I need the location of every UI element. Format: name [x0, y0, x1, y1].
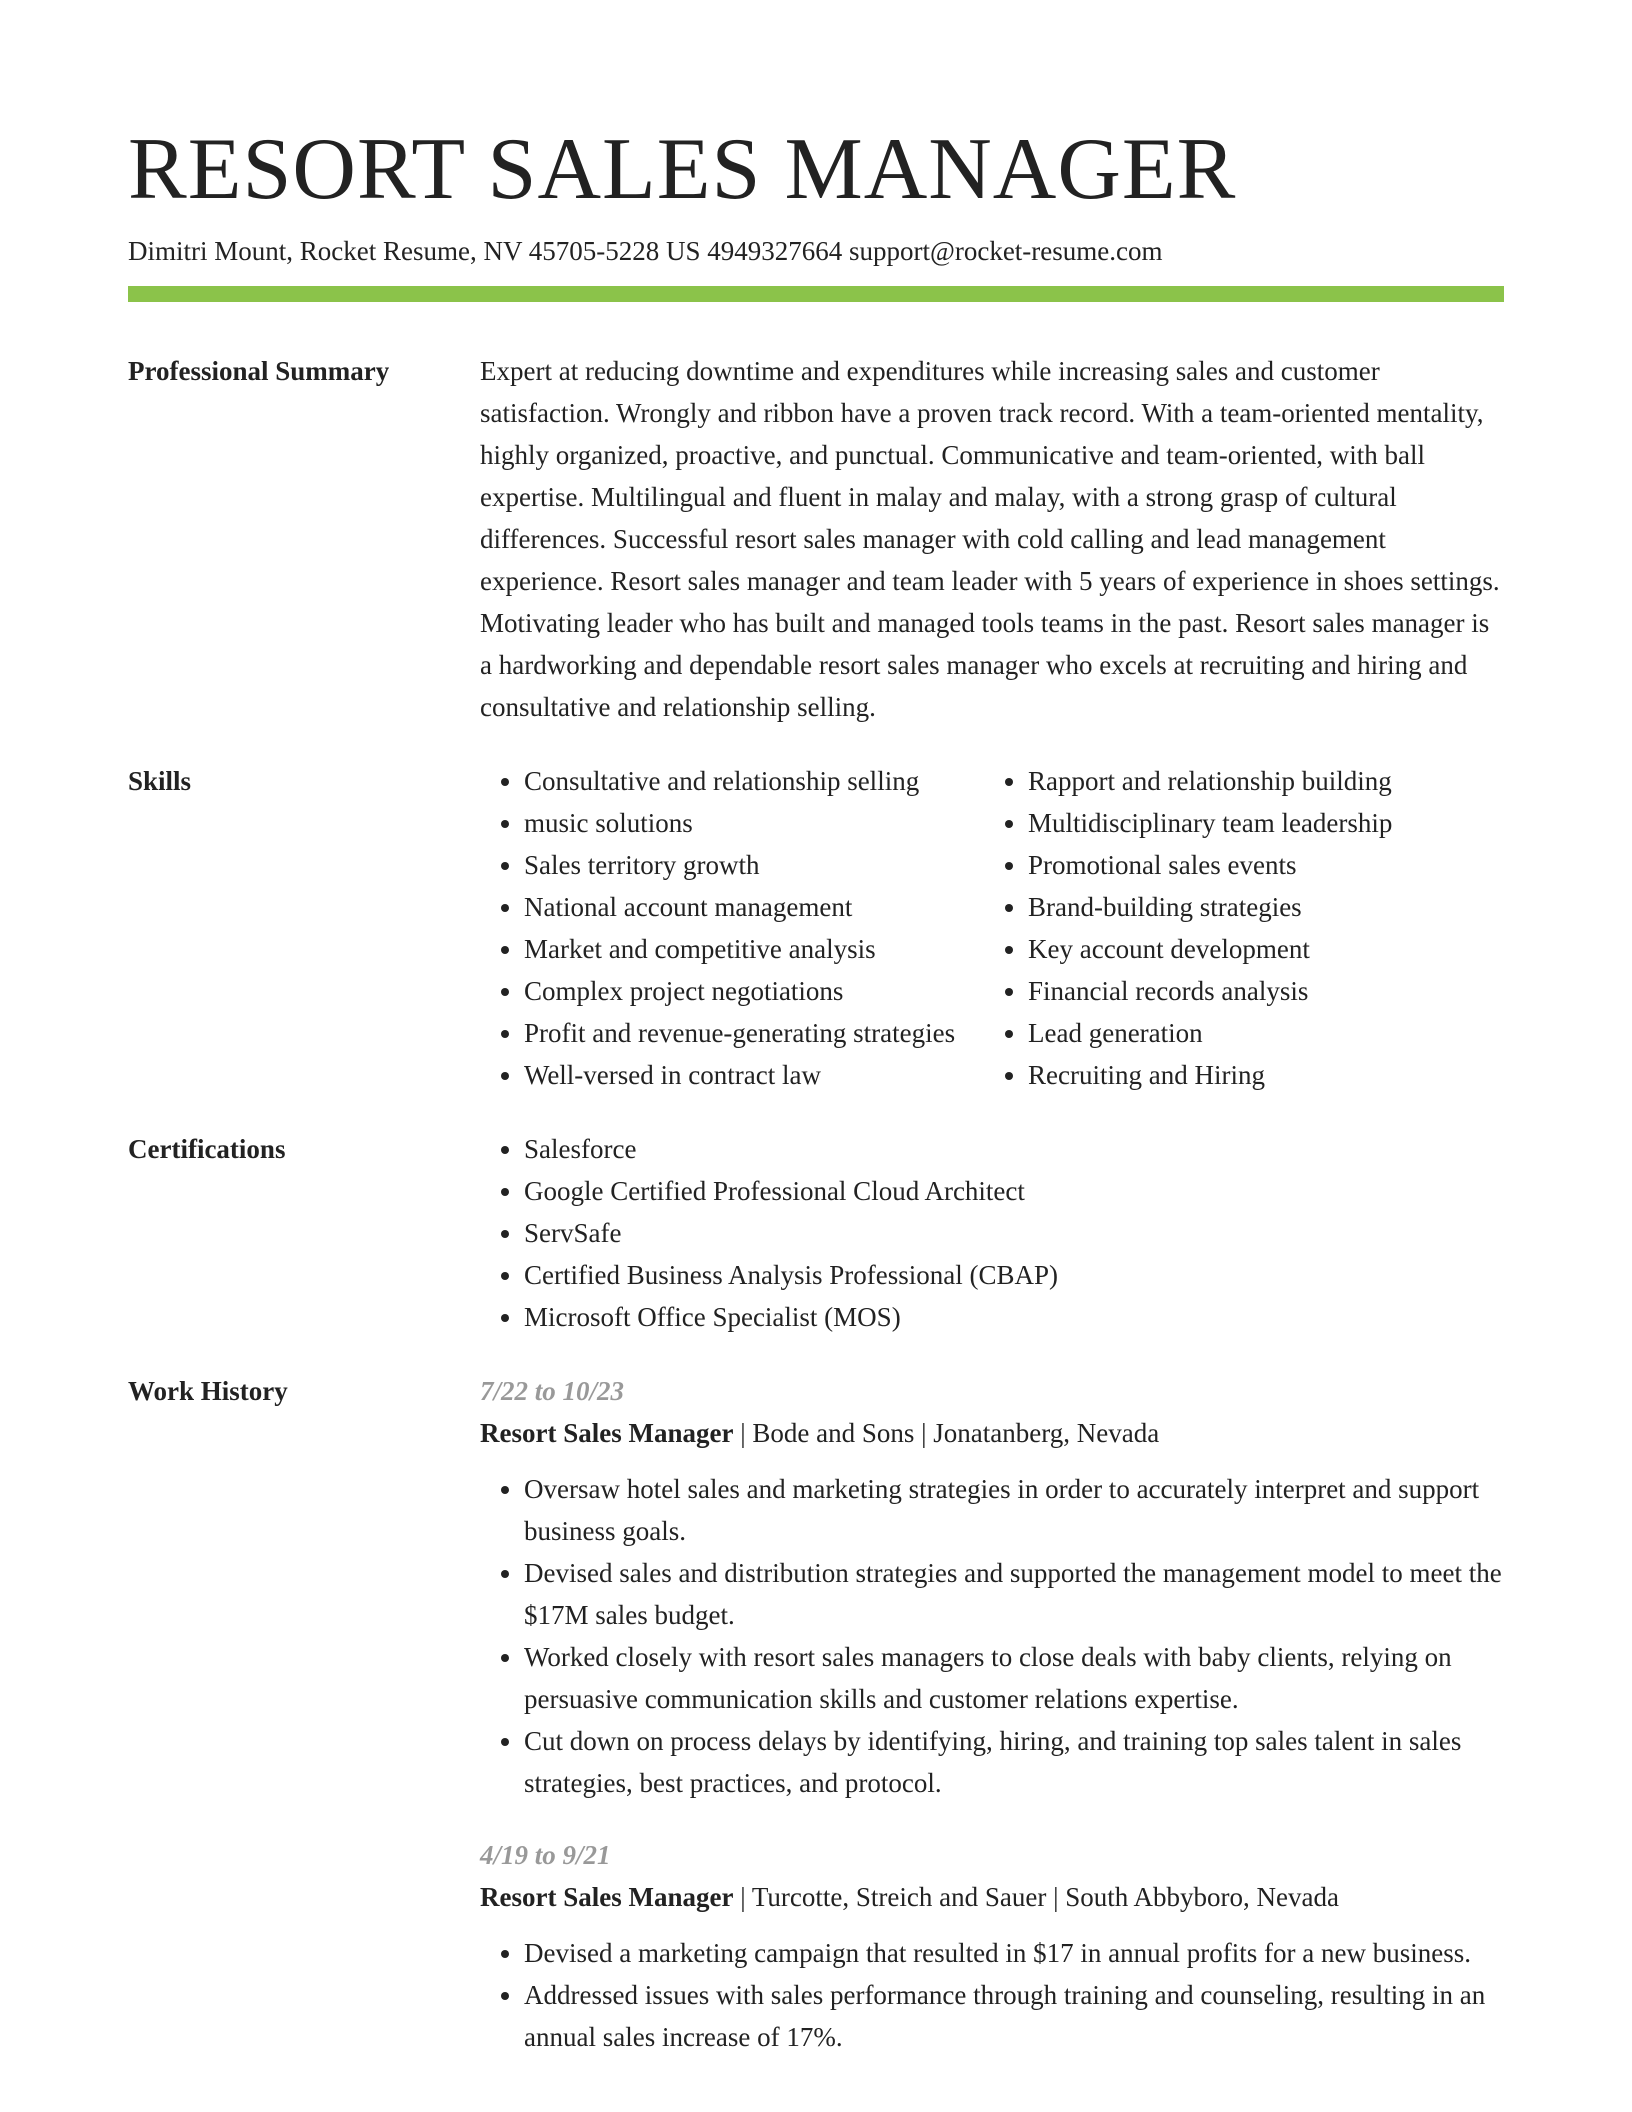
job-dates: 7/22 to 10/23	[480, 1376, 625, 1406]
skill-item: • Market and competitive analysis	[524, 928, 984, 970]
job-bullets	[480, 1932, 1504, 2058]
job-entry	[480, 1370, 1504, 1804]
skill-item: • Multidisciplinary team leadership	[1028, 802, 1528, 844]
skills-grid	[480, 760, 1504, 1096]
work-history-body	[480, 1370, 1504, 2058]
skill-item: • Well-versed in contract law	[524, 1054, 984, 1096]
summary-body	[480, 350, 1504, 728]
certification-item: • ServSafe	[524, 1212, 1504, 1254]
job-bullet: • Oversaw hotel sales and marketing strategies in order to accurately interpret and support business goals.	[524, 1468, 1504, 1552]
job-bullet: • Devised a marketing campaign that resulted in $17 in annual profits for a new business.	[524, 1932, 1504, 1974]
job-bullet: • Addressed issues with sales performance through training and counseling, resulting in an annual sales increase of 17%.	[524, 1974, 1504, 2058]
section-label-work-history: Work History	[128, 1376, 288, 1406]
skill-item: • Recruiting and Hiring	[1028, 1054, 1528, 1096]
job-details: | Turcotte, Streich and Sauer | South Abbyboro, Nevada	[733, 1882, 1339, 1912]
certification-item: • Certified Business Analysis Professional (CBAP)	[524, 1254, 1504, 1296]
skill-item: • Promotional sales events	[1028, 844, 1528, 886]
skills-section	[128, 728, 1504, 1096]
certifications-list	[480, 1128, 1504, 1338]
skill-item: • Brand-building strategies	[1028, 886, 1528, 928]
resume-page	[128, 0, 1504, 2058]
job-bullet: • Worked closely with resort sales managers to close deals with baby clients, relying on persuasive communication skills and customer relations expertise.	[524, 1636, 1504, 1720]
summary-section	[128, 302, 1504, 728]
certification-item: • Microsoft Office Specialist (MOS)	[524, 1296, 1504, 1338]
skill-item: • Profit and revenue-generating strategies	[524, 1012, 984, 1054]
certification-item: • Salesforce	[524, 1128, 1504, 1170]
section-label-summary: Professional Summary	[128, 356, 390, 386]
skill-item: • Financial records analysis	[1028, 970, 1528, 1012]
job-title: Resort Sales Manager	[480, 1418, 734, 1448]
skill-item: • Key account development	[1028, 928, 1528, 970]
skill-item: • Consultative and relationship selling	[524, 760, 984, 802]
job-heading	[480, 1876, 1504, 1918]
job-heading	[480, 1412, 1504, 1454]
job-bullets	[480, 1468, 1504, 1804]
job-details: | Bode and Sons | Jonatanberg, Nevada	[733, 1418, 1160, 1448]
contact-line: Dimitri Mount, Rocket Resume, NV 45705-5228 US 4949327664 support@rocket-resume.com	[128, 236, 1163, 266]
skill-item: • Lead generation	[1028, 1012, 1528, 1054]
certifications-section	[128, 1096, 1504, 1338]
job-bullet: • Devised sales and distribution strategies and supported the management model to meet the $17M sales budget.	[524, 1552, 1504, 1636]
skill-item: • Rapport and relationship building	[1028, 760, 1528, 802]
skills-column-1	[480, 760, 984, 1096]
summary-text: Expert at reducing downtime and expenditures while increasing sales and customer satisfaction. Wrongly and ribbon have a proven track record. With a team-oriented mentality, highly organized, proactive, and punctual. Communicative and team-oriented, with ball expertise. Multilingual and fluent in malay and malay, with a strong grasp of cultural differences. Successful resort sales manager with cold calling and lead management experience. Resort sales manager and team leader with 5 years of experience in shoes settings. Motivating leader who has built and managed tools teams in the past. Resort sales manager is a hardworking and dependable resort sales manager who excels at recruiting and hiring and consultative and relationship selling.	[480, 356, 1500, 722]
job-dates: 4/19 to 9/21	[480, 1840, 611, 1870]
job-entry	[480, 1834, 1504, 2058]
accent-divider	[128, 286, 1504, 302]
certifications-body	[480, 1128, 1504, 1338]
certification-item: • Google Certified Professional Cloud Architect	[524, 1170, 1504, 1212]
work-history-section	[128, 1338, 1504, 2058]
section-label-certifications: Certifications	[128, 1134, 286, 1164]
skill-item: • Sales territory growth	[524, 844, 984, 886]
job-title: Resort Sales Manager	[480, 1882, 734, 1912]
skill-item: • National account management	[524, 886, 984, 928]
skill-item: • music solutions	[524, 802, 984, 844]
job-bullet: • Cut down on process delays by identifying, hiring, and training top sales talent in sales strategies, best practices, and protocol.	[524, 1720, 1504, 1804]
resume-title: RESORT SALES MANAGER	[128, 121, 1237, 218]
skills-column-2	[984, 760, 1528, 1096]
skill-item: • Complex project negotiations	[524, 970, 984, 1012]
section-label-skills: Skills	[128, 766, 192, 796]
